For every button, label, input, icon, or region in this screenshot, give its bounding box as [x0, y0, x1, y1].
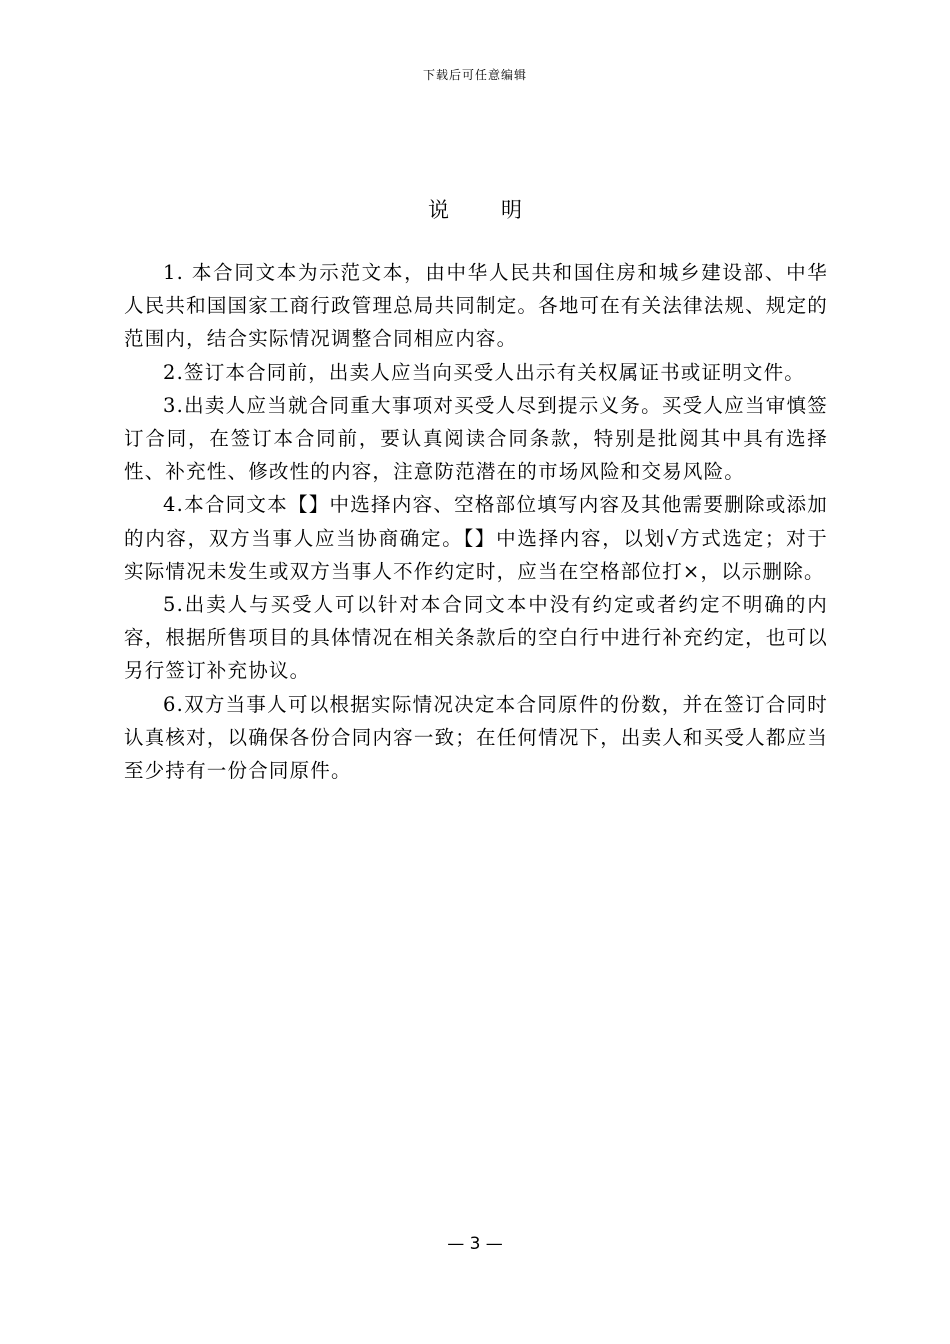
instruction-paragraph-1: 1. 本合同文本为示范文本，由中华人民共和国住房和城乡建设部、中华人民共和国国家工商行政管理总局共同制定。各地可在有关法律法规、规定的范围内，结合实际情况调整合同相应内容。: [124, 261, 828, 351]
instructions-body: [124, 256, 828, 787]
instruction-paragraph-4: 4.本合同文本【】中选择内容、空格部位填写内容及其他需要删除或添加的内容，双方当事人应当协商确定。【】中选择内容，以划√方式选定；对于实际情况未发生或双方当事人不作约定时，应当在空格部位打×，以示删除。: [124, 493, 828, 583]
page-title-char-2: 明: [501, 198, 522, 222]
instruction-paragraph-3: 3.出卖人应当就合同重大事项对买受人尽到提示义务。买受人应当审慎签订合同，在签订本合同前，要认真阅读合同条款，特别是批阅其中具有选择性、补充性、修改性的内容，注意防范潜在的市场风险和交易风险。: [124, 393, 828, 484]
page-number: — 3 —: [447, 1234, 503, 1254]
instruction-paragraph-5: 5.出卖人与买受人可以针对本合同文本中没有约定或者约定不明确的内容，根据所售项目的具体情况在相关条款后的空白行中进行补充约定，也可以另行签订补充协议。: [124, 593, 828, 683]
header-note: 下载后可任意编辑: [422, 68, 527, 82]
instruction-paragraph-2: 2.签订本合同前，出卖人应当向买受人出示有关权属证书或证明文件。: [163, 360, 806, 384]
page-title: [0, 194, 950, 224]
page-title-char-1: 说: [428, 198, 449, 222]
instruction-paragraph-6: 6.双方当事人可以根据实际情况决定本合同原件的份数，并在签订合同时认真核对，以确保各份合同内容一致；在任何情况下，出卖人和买受人都应当至少持有一份合同原件。: [124, 692, 828, 783]
